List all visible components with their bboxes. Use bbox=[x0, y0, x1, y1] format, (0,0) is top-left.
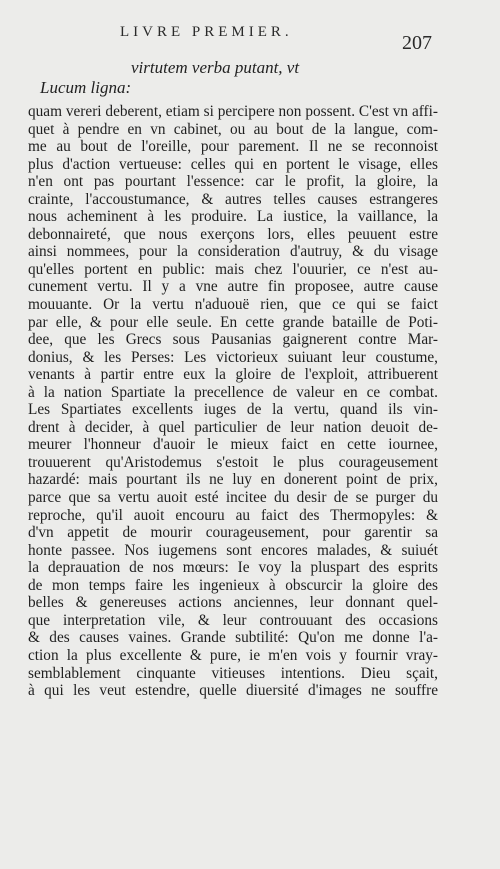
text-line: meurer l'honneur d'auoir le mieux faict en cette iournee, bbox=[28, 436, 438, 454]
text-line: reproche, qu'il auoit encouru au faict des Thermopyles: & bbox=[28, 506, 438, 524]
text-line: mouuante. Or la vertu n'aduouë rien, que ce qui se faict bbox=[28, 296, 438, 314]
text-line: trouuerent qu'Aristodemus s'estoit le plus courageusement bbox=[28, 453, 438, 471]
text-line: à la nation Spartiate la precellence de valeur en ce combat. bbox=[28, 383, 438, 401]
text-line: par elle, & pour elle seule. En cette grande bataille de Poti- bbox=[28, 313, 438, 331]
text-line: semblablement cinquante vitieuses intentions. Dieu sçait, bbox=[28, 664, 438, 682]
text-line: quet à pendre en vn cabinet, ou au bout de la langue, com- bbox=[28, 120, 438, 138]
page-number: 207 bbox=[402, 32, 432, 54]
text-line: la deprauation de nos mœurs: Ie voy la pluspart des esprits bbox=[28, 559, 438, 577]
text-line: me au bout de l'oreille, pour parement. Il ne se reconnoist bbox=[28, 138, 438, 156]
text-line: hazardé: mais pourtant ils ne luy en donerent point de prix, bbox=[28, 471, 438, 489]
text-line: plus d'action vertueuse: celles qui en portent le visage, elles bbox=[28, 155, 438, 173]
text-line: debonnaireté, que nous exerçons lors, elles peuuent estre bbox=[28, 225, 438, 243]
text-line: nous acheminent à les produire. La iustice, la vaillance, la bbox=[28, 208, 438, 226]
text-line: belles & genereuses actions anciennes, leur donnant quel- bbox=[28, 594, 438, 612]
text-line: dee, que les Grecs sous Pausanias gaignerent contre Mar- bbox=[28, 331, 438, 349]
text-line: honte passee. Nos iugemens sont encores malades, & suiuét bbox=[28, 541, 438, 559]
text-line: n'en ont pas pourtant l'essence: car le profit, la gloire, la bbox=[28, 173, 438, 191]
text-line: parce que sa vertu auoit esté incitee du desir de se purger du bbox=[28, 489, 438, 507]
text-line: Les Spartiates excellents iuges de la vertu, quand ils vin- bbox=[28, 401, 438, 419]
text-line: à qui les veut estendre, quelle diuersité d'images ne souffre bbox=[28, 682, 438, 700]
latin-quote-line-1: virtutem verba putant, vt bbox=[131, 58, 300, 77]
text-line: d'vn appetit de mourir courageusement, pour garentir sa bbox=[28, 524, 438, 542]
text-line: crainte, l'accoustumance, & autres telles causes estrangeres bbox=[28, 190, 438, 208]
latin-quote-line-2: Lucum ligna: bbox=[40, 78, 132, 97]
text-line: drent à decider, à quel particulier de leur nation deuoit de- bbox=[28, 418, 438, 436]
text-line: quam vereri deberent, etiam si percipere non possent. C'est vn affi- bbox=[28, 103, 438, 120]
text-line: venants à partir entre eux la gloire de l'exploit, attribuerent bbox=[28, 366, 438, 384]
body-text bbox=[28, 103, 438, 700]
text-line: qu'elles portent en public: mais chez l'ouurier, ce n'est au- bbox=[28, 260, 438, 278]
text-line: donius, & les Perses: Les victorieux suiuant leur coustume, bbox=[28, 348, 438, 366]
text-line: ainsi nommees, pour la consideration d'autruy, & du visage bbox=[28, 243, 438, 261]
running-title: LIVRE PREMIER. bbox=[120, 24, 293, 40]
text-line: cunement vertu. Il y a vne autre fin proposee, autre cause bbox=[28, 278, 438, 296]
text-line: que interpretation vile, & leur controuuant des occasions bbox=[28, 611, 438, 629]
text-line: ction la plus excellente & pure, ie m'en vois y fournir vray- bbox=[28, 646, 438, 664]
text-line: & des causes vaines. Grande subtilité: Qu'on me donne l'a- bbox=[28, 629, 438, 647]
text-line: de mon temps faire les ingenieux à obscurcir la gloire des bbox=[28, 576, 438, 594]
